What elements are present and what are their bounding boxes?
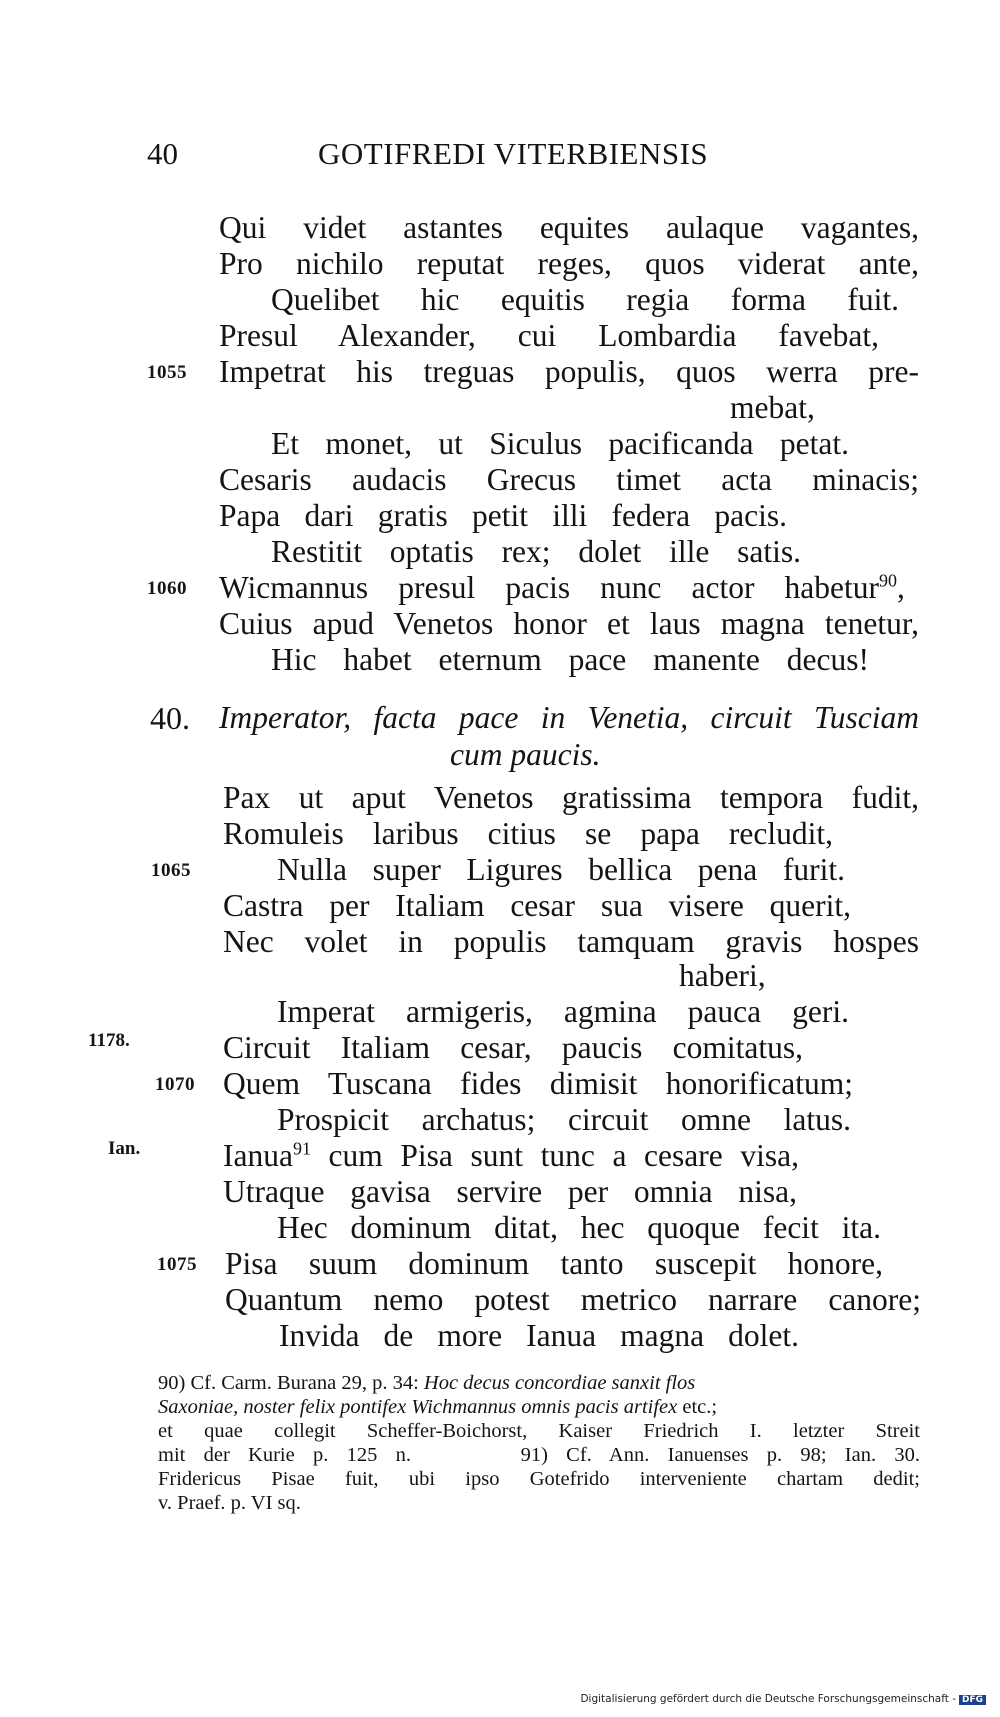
- verse-line: Castra per Italiam cesar sua visere querit,: [223, 888, 851, 923]
- footnote-line: mit der Kurie p. 125 n. 91) Cf. Ann. Ianuenses p. 98; Ian. 30.: [158, 1444, 920, 1466]
- section-heading-continuation: cum paucis.: [450, 737, 601, 772]
- footnote-text: 90) Cf. Carm. Burana 29, p. 34:: [158, 1372, 424, 1394]
- footnote-text: etc.;: [677, 1396, 718, 1418]
- verse-line: Hic habet eternum pace manente decus!: [271, 642, 869, 677]
- footnote-line: Fridericus Pisae fuit, ubi ipso Gotefrido interveniente chartam dedit;: [158, 1468, 920, 1490]
- verse-line: [223, 1138, 845, 1174]
- verse-line: Nulla super Ligures bellica pena furit.: [277, 852, 845, 887]
- section-heading: Imperator, facta pace in Venetia, circuit Tusciam: [219, 700, 919, 735]
- verse-line: Utraque gavisa servire per omnia nisa,: [223, 1174, 797, 1209]
- verse-line-continuation: mebat,: [730, 390, 815, 425]
- verse-word: Ianua: [223, 1138, 293, 1173]
- line-number: 1075: [157, 1254, 197, 1275]
- verse-line: Quantum nemo potest metrico narrare canore;: [225, 1282, 921, 1317]
- verse-line: Pisa suum dominum tanto suscepit honore,: [225, 1246, 883, 1281]
- line-number: 1070: [155, 1074, 195, 1095]
- verse-line: Quelibet hic equitis regia forma fuit.: [271, 282, 899, 317]
- verse-line: Qui videt astantes equites aulaque vagantes,: [219, 210, 919, 245]
- footnote-ref: 91: [292, 1138, 311, 1159]
- verse-line: Cuius apud Venetos honor et laus magna tenetur,: [219, 606, 919, 641]
- footnote-line: v. Praef. p. VI sq.: [158, 1492, 301, 1514]
- line-number: 1055: [147, 362, 187, 383]
- verse-line: Restitit optatis rex; dolet ille satis.: [271, 534, 801, 569]
- page-number: 40: [147, 136, 178, 171]
- verse-line-continuation: haberi,: [679, 958, 766, 993]
- verse-line: Hec dominum ditat, hec quoque fecit ita.: [277, 1210, 881, 1245]
- margin-year-note: 1178.: [88, 1030, 130, 1051]
- verse-line: Nec volet in populis tamquam gravis hospes: [223, 924, 919, 959]
- line-number: 1065: [151, 860, 191, 881]
- footnote-line: [158, 1372, 920, 1395]
- digitization-credit: [580, 1693, 986, 1705]
- verse-line: Quem Tuscana fides dimisit honorificatum;: [223, 1066, 853, 1101]
- verse-line: Impetrat his treguas populis, quos werra pre-: [219, 354, 919, 389]
- footnote-line: [158, 1396, 920, 1419]
- credit-text: Digitalisierung gefördert durch die Deutsche Forschungsgemeinschaft -: [580, 1693, 956, 1705]
- verse-line: Presul Alexander, cui Lombardia favebat,: [219, 318, 879, 353]
- footnote-quote: Saxoniae, noster felix pontifex Wichmannus omnis pacis artifex: [158, 1396, 678, 1418]
- verse-line: Imperat armigeris, agmina pauca geri.: [277, 994, 849, 1029]
- verse-line: Pax ut aput Venetos gratissima tempora fudit,: [223, 780, 919, 815]
- verse-line: Papa dari gratis petit illi federa pacis.: [219, 498, 787, 533]
- punctuation: ,: [897, 570, 905, 605]
- verse-line: Romuleis laribus citius se papa recludit,: [223, 816, 833, 851]
- margin-month-note: Ian.: [108, 1138, 141, 1159]
- footnote-ref: 90: [879, 570, 897, 591]
- section-number: 40.: [150, 700, 190, 736]
- footnote-quote: Hoc decus concordiae sanxit flos: [423, 1372, 696, 1394]
- dfg-logo: DFG: [959, 1695, 986, 1705]
- verse-text: Wicmannus presul pacis nunc actor habetur: [219, 570, 879, 605]
- verse-line: Cesaris audacis Grecus timet acta minacis;: [219, 462, 919, 497]
- footnote-line: et quae collegit Scheffer-Boichorst, Kaiser Friedrich I. letzter Streit: [158, 1420, 920, 1442]
- verse-line: [219, 570, 919, 606]
- verse-line: Prospicit archatus; circuit omne latus.: [277, 1102, 851, 1137]
- verse-line: Circuit Italiam cesar, paucis comitatus,: [223, 1030, 803, 1065]
- verse-line: Invida de more Ianua magna dolet.: [279, 1318, 799, 1353]
- verse-text: cum Pisa sunt tunc a cesare visa,: [310, 1138, 799, 1173]
- verse-line: Pro nichilo reputat reges, quos viderat ante,: [219, 246, 919, 281]
- running-title: GOTIFREDI VITERBIENSIS: [318, 136, 709, 171]
- verse-line: Et monet, ut Siculus pacificanda petat.: [271, 426, 849, 461]
- line-number: 1060: [147, 578, 187, 599]
